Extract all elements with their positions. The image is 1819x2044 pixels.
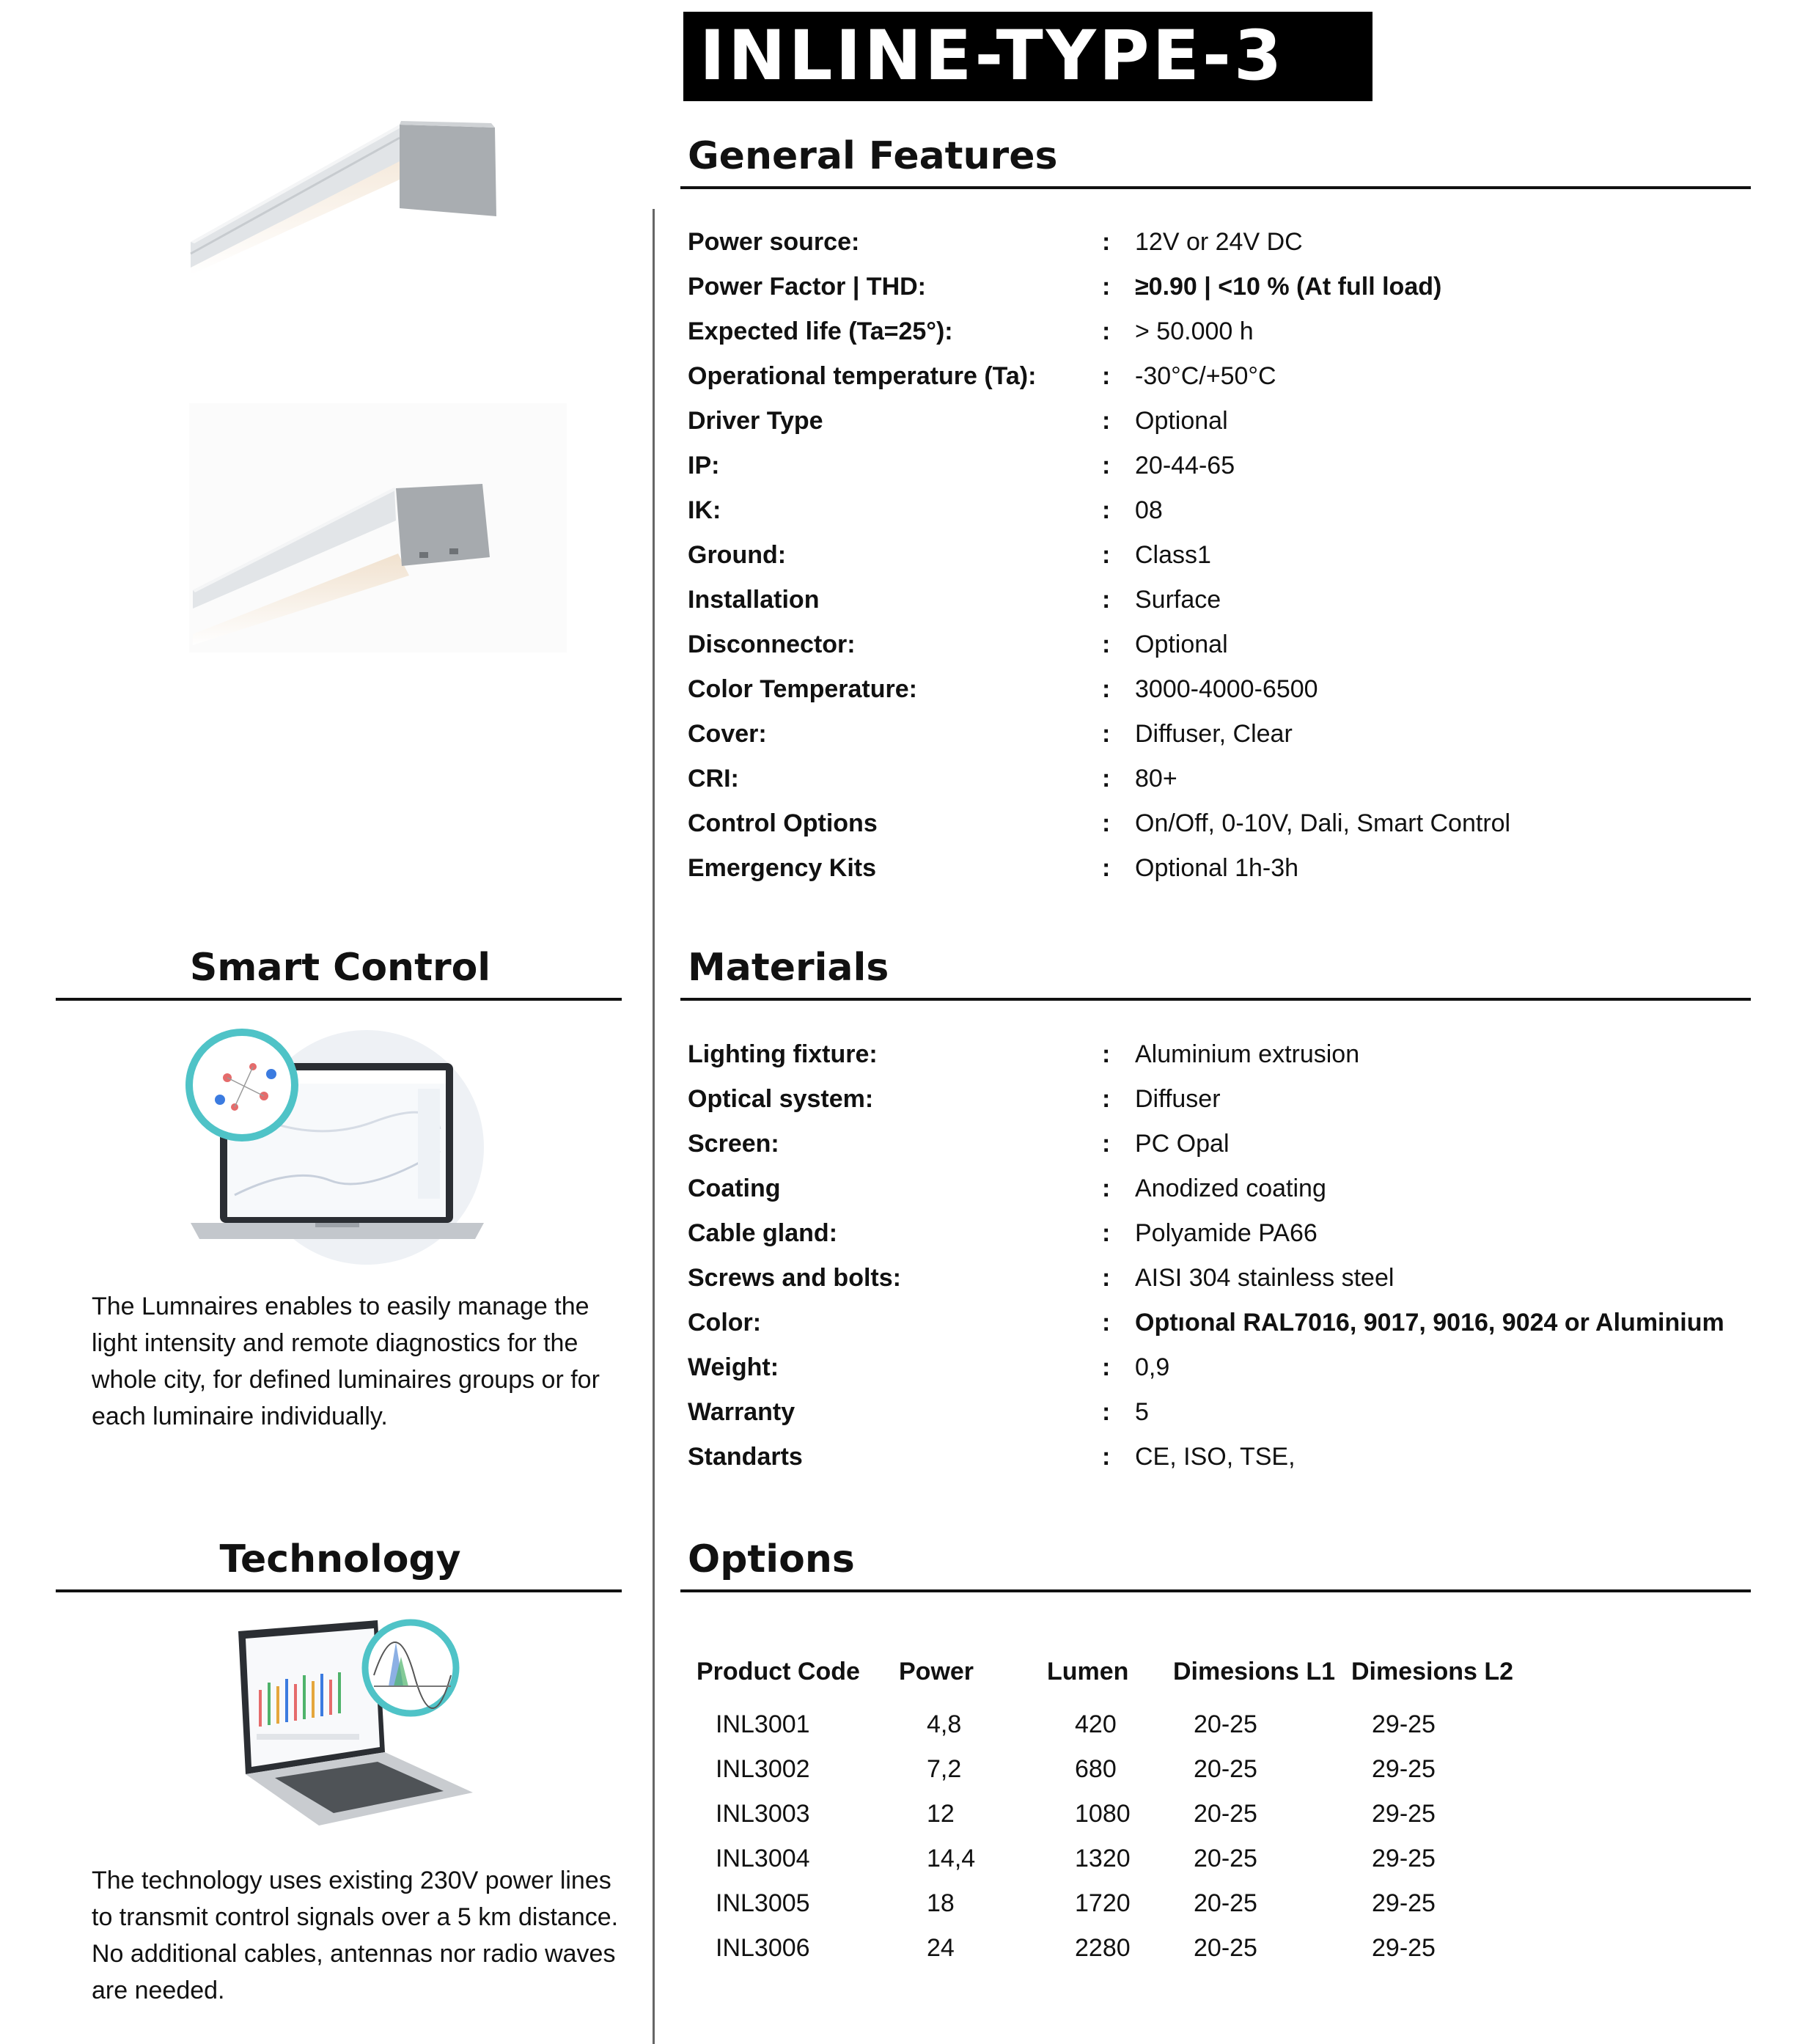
spec-colon: :: [1102, 854, 1111, 882]
cell-product-code: INL3005: [716, 1889, 810, 1917]
spec-label: Screws and bolts:: [688, 1264, 901, 1292]
spec-label: Cable gland:: [688, 1219, 838, 1247]
cell-power: 14,4: [927, 1845, 976, 1872]
spec-label: Power Factor | THD:: [688, 273, 926, 301]
spec-value: CE, ISO, TSE,: [1135, 1443, 1296, 1471]
spec-colon: :: [1102, 273, 1111, 301]
cell-dimensions-l2: 29-25: [1372, 1755, 1436, 1783]
spec-label: Coating: [688, 1174, 781, 1202]
options-table: [697, 1650, 1576, 1971]
spec-row: [688, 265, 1758, 309]
cell-dimensions-l1: 20-25: [1194, 1800, 1257, 1828]
spec-row: [688, 399, 1758, 444]
table-row: [697, 1926, 1576, 1971]
cell-lumen: 680: [1075, 1755, 1117, 1783]
spec-value: 5: [1135, 1398, 1149, 1426]
spec-label: Lighting fixture:: [688, 1040, 878, 1068]
cell-dimensions-l1: 20-25: [1194, 1845, 1257, 1872]
spec-colon: :: [1102, 1130, 1111, 1158]
spec-colon: :: [1102, 1085, 1111, 1113]
spec-label: Screen:: [688, 1130, 779, 1158]
spec-row: [688, 309, 1758, 354]
column-divider: [653, 209, 655, 2044]
cell-dimensions-l2: 29-25: [1372, 1889, 1436, 1917]
cell-lumen: 1720: [1075, 1889, 1131, 1917]
cell-product-code: INL3001: [716, 1710, 810, 1738]
section-heading-options: Options: [688, 1537, 855, 1581]
spec-row: [688, 1211, 1758, 1256]
spec-value: -30°C/+50°C: [1135, 362, 1276, 390]
spec-row: [688, 533, 1758, 578]
technology-laptop-illustration: [231, 1617, 480, 1829]
spec-label: IP:: [688, 452, 720, 479]
spec-label: Operational temperature (Ta):: [688, 362, 1037, 390]
spec-colon: :: [1102, 317, 1111, 345]
header-lumen: Lumen: [1047, 1657, 1129, 1685]
spec-colon: :: [1102, 362, 1111, 390]
spec-value: PC Opal: [1135, 1130, 1230, 1158]
smart-control-description: The Lumnaires enables to easily manage the light intensity and remote diagnostics for the whole city, for defined luminaires groups or for each luminaire individually.: [92, 1293, 600, 1430]
spec-colon: :: [1102, 1174, 1111, 1202]
spec-colon: :: [1102, 452, 1111, 479]
rule-general-features: [680, 186, 1751, 189]
spec-value: 20-44-65: [1135, 452, 1235, 479]
spec-value: Anodized coating: [1135, 1174, 1326, 1202]
spec-row: [688, 220, 1758, 265]
spec-row: [688, 801, 1758, 846]
table-row: [697, 1881, 1576, 1926]
rule-technology: [56, 1589, 622, 1592]
spec-colon: :: [1102, 1309, 1111, 1337]
options-table-header: [697, 1650, 1576, 1694]
spec-colon: :: [1102, 1398, 1111, 1426]
spec-row: [688, 488, 1758, 533]
spec-value: > 50.000 h: [1135, 317, 1254, 345]
spec-value: ≥0.90 | <10 % (At full load): [1135, 273, 1442, 301]
cell-power: 24: [927, 1934, 955, 1962]
cell-dimensions-l1: 20-25: [1194, 1889, 1257, 1917]
table-row: [697, 1837, 1576, 1881]
spec-row: [688, 1032, 1758, 1077]
spec-value: Optional 1h-3h: [1135, 854, 1299, 882]
spec-row: [688, 1077, 1758, 1122]
spec-value: AISI 304 stainless steel: [1135, 1264, 1394, 1292]
spec-label: Control Options: [688, 809, 878, 837]
rule-materials: [680, 998, 1751, 1001]
spec-value: 12V or 24V DC: [1135, 228, 1303, 256]
cell-lumen: 1080: [1075, 1800, 1131, 1828]
spec-row: [688, 354, 1758, 399]
spec-label: Installation: [688, 586, 820, 614]
cell-lumen: 420: [1075, 1710, 1117, 1738]
cell-dimensions-l1: 20-25: [1194, 1710, 1257, 1738]
cell-dimensions-l2: 29-25: [1372, 1845, 1436, 1872]
header-dimensions-l2: Dimesions L2: [1351, 1657, 1514, 1685]
cell-product-code: INL3002: [716, 1755, 810, 1783]
cell-power: 4,8: [927, 1710, 962, 1738]
spec-value: Optıonal RAL7016, 9017, 9016, 9024 or Aluminium: [1135, 1309, 1724, 1337]
cell-power: 7,2: [927, 1755, 962, 1783]
spec-colon: :: [1102, 631, 1111, 658]
spec-label: Color Temperature:: [688, 675, 917, 703]
section-heading-smart-control: Smart Control: [189, 946, 491, 990]
spec-label: IK:: [688, 496, 721, 524]
spec-value: On/Off, 0-10V, Dali, Smart Control: [1135, 809, 1511, 837]
spec-row: [688, 1435, 1758, 1479]
spec-colon: :: [1102, 720, 1111, 748]
spec-label: Disconnector:: [688, 631, 856, 658]
cell-dimensions-l1: 20-25: [1194, 1755, 1257, 1783]
spec-colon: :: [1102, 675, 1111, 703]
spec-value: Diffuser, Clear: [1135, 720, 1293, 748]
spec-value: 0,9: [1135, 1353, 1170, 1381]
cell-product-code: INL3004: [716, 1845, 810, 1872]
cell-dimensions-l2: 29-25: [1372, 1800, 1436, 1828]
spec-value: 08: [1135, 496, 1163, 524]
spec-value: Aluminium extrusion: [1135, 1040, 1360, 1068]
spec-label: Weight:: [688, 1353, 779, 1381]
cell-dimensions-l2: 29-25: [1372, 1710, 1436, 1738]
spec-value: 80+: [1135, 765, 1177, 793]
spec-row: [688, 667, 1758, 712]
spec-label: Power source:: [688, 228, 860, 256]
spec-row: [688, 712, 1758, 757]
spec-label: Ground:: [688, 541, 787, 569]
spec-colon: :: [1102, 541, 1111, 569]
product-title: INLINE-TYPE-3: [683, 12, 1372, 101]
spec-label: Driver Type: [688, 407, 823, 435]
materials-list: [688, 1032, 1758, 1479]
spec-label: Warranty: [688, 1398, 795, 1426]
spec-row: [688, 757, 1758, 801]
spec-value: 3000-4000-6500: [1135, 675, 1318, 703]
spec-colon: :: [1102, 496, 1111, 524]
spec-row: [688, 444, 1758, 488]
spec-row: [688, 846, 1758, 891]
cell-lumen: 2280: [1075, 1934, 1131, 1962]
spec-row: [688, 1301, 1758, 1345]
spec-value: Optional: [1135, 407, 1228, 435]
cell-product-code: INL3006: [716, 1934, 810, 1962]
spec-colon: :: [1102, 809, 1111, 837]
general-features-list: [688, 220, 1758, 891]
table-row: [697, 1792, 1576, 1837]
spec-colon: :: [1102, 765, 1111, 793]
section-heading-technology: Technology: [219, 1537, 461, 1581]
smart-control-laptop-illustration: [183, 1026, 491, 1268]
spec-row: [688, 1256, 1758, 1301]
spec-colon: :: [1102, 1443, 1111, 1471]
spec-value: Optional: [1135, 631, 1228, 658]
spec-label: Emergency Kits: [688, 854, 876, 882]
product-image-angled: [187, 117, 502, 315]
spec-colon: :: [1102, 586, 1111, 614]
cell-product-code: INL3003: [716, 1800, 810, 1828]
header-power: Power: [899, 1657, 974, 1685]
table-row: [697, 1747, 1576, 1792]
spec-label: Expected life (Ta=25°):: [688, 317, 953, 345]
spec-value: Polyamide PA66: [1135, 1219, 1318, 1247]
spec-value: Class1: [1135, 541, 1211, 569]
spec-colon: :: [1102, 1040, 1111, 1068]
spec-value: Diffuser: [1135, 1085, 1221, 1113]
spec-row: [688, 622, 1758, 667]
spec-colon: :: [1102, 228, 1111, 256]
spec-colon: :: [1102, 1264, 1111, 1292]
spec-colon: :: [1102, 1219, 1111, 1247]
spec-row: [688, 1122, 1758, 1166]
cell-dimensions-l2: 29-25: [1372, 1934, 1436, 1962]
rule-options: [680, 1589, 1751, 1592]
spec-row: [688, 1390, 1758, 1435]
spec-label: Cover:: [688, 720, 767, 748]
cell-power: 18: [927, 1889, 955, 1917]
product-image-side: [189, 403, 567, 652]
rule-smart-control: [56, 998, 622, 1001]
spec-row: [688, 578, 1758, 622]
spec-label: Standarts: [688, 1443, 803, 1471]
spec-label: CRI:: [688, 765, 739, 793]
section-heading-materials: Materials: [688, 946, 889, 990]
spec-label: Optical system:: [688, 1085, 874, 1113]
spec-value: Surface: [1135, 586, 1221, 614]
header-dimensions-l1: Dimesions L1: [1173, 1657, 1336, 1685]
spec-colon: :: [1102, 407, 1111, 435]
spec-row: [688, 1345, 1758, 1390]
spec-row: [688, 1166, 1758, 1211]
spec-colon: :: [1102, 1353, 1111, 1381]
section-heading-general-features: General Features: [688, 134, 1058, 178]
cell-dimensions-l1: 20-25: [1194, 1934, 1257, 1962]
table-row: [697, 1702, 1576, 1747]
header-product-code: Product Code: [697, 1657, 860, 1685]
cell-power: 12: [927, 1800, 955, 1828]
cell-lumen: 1320: [1075, 1845, 1131, 1872]
technology-description: The technology uses existing 230V power lines to transmit control signals over a 5 km distance. No additional cables, antennas nor radio waves are needed.: [92, 1867, 619, 2004]
spec-label: Color:: [688, 1309, 762, 1337]
